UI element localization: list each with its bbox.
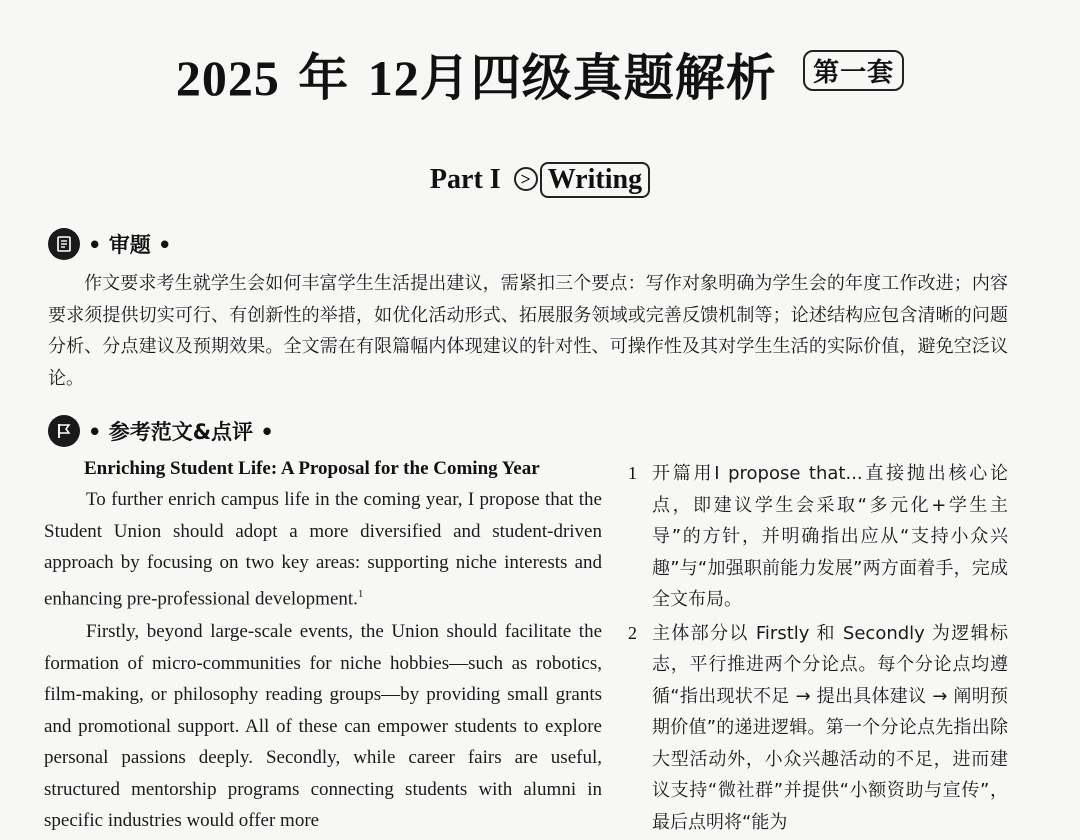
essay-paragraph-text: Firstly, beyond large-scale events, the Union should facilitate the formation of micro-communities for niche hobbies—such as robotics, film-making, or philosophy reading groups—by providing small grants and promotional support. All of these can empower students to explore personal passions deeply. Secondly, while career fairs are useful, structured mentorship programs connecting students with alumni in specific industries would offer more bbox=[44, 621, 602, 832]
title-month: 12 bbox=[367, 49, 420, 106]
footnote-marker: 1 bbox=[357, 587, 364, 600]
essay-paragraph bbox=[44, 616, 602, 837]
comment-item bbox=[628, 618, 1008, 839]
document-icon bbox=[48, 228, 80, 260]
page-title bbox=[0, 38, 1080, 110]
comment-number: 2 bbox=[628, 622, 637, 643]
sample-heading-label: • 参考范文&点评 • bbox=[88, 420, 274, 444]
commentary bbox=[628, 458, 1008, 840]
comment-item bbox=[628, 458, 1008, 616]
flag-icon bbox=[48, 415, 80, 447]
set-badge: 第一套 bbox=[803, 50, 904, 91]
title-year: 2025 bbox=[175, 49, 280, 106]
essay-paragraph-text: To further enrich campus life in the coming year, I propose that the Student Union should adopt a more diversified and student-driven approach by focusing on two key areas: supporting niche interests and enhancing pre-professional development. bbox=[44, 489, 602, 609]
review-heading-label: • 审题 • bbox=[88, 233, 172, 257]
essay-title: Enriching Student Life: A Proposal for the Coming Year bbox=[84, 458, 540, 479]
sample-essay bbox=[44, 458, 602, 839]
part-name: Writing bbox=[540, 162, 650, 198]
part-label: Part I bbox=[429, 164, 501, 195]
title-tail: 月四级真题解析 bbox=[419, 48, 777, 107]
review-body: 作文要求考生就学生会如何丰富学生生活提出建议，需紧扣三个要点：写作对象明确为学生会的年度工作改进；内容要求须提供切实可行、有创新性的举措，如优化活动形式、拓展服务领域或完善反馈机制等；论述结构应包含清晰的问题分析、分点建议及预期效果。全文需在有限篇幅内体现建议的针对性、可操作性及其对学生生活的实际价值，避免空泛议论。 bbox=[48, 273, 1008, 389]
title-year-char: 年 bbox=[298, 48, 350, 107]
comment-text: 主体部分以 Firstly 和 Secondly 为逻辑标志，平行推进两个分论点。每个分论点均遵循“指出现状不足 → 提出具体建议 → 阐明预期价值”的递进逻辑。第一个分论点先指出除大型活动外，小众兴趣活动的不足，进而建议支持“微社群”并提供“小额资助与宣传”，最后点明将“能为 bbox=[652, 622, 1008, 833]
essay-paragraph bbox=[44, 484, 602, 614]
chevron-right-icon: > bbox=[514, 167, 538, 191]
review-heading bbox=[48, 228, 171, 260]
sample-heading bbox=[48, 415, 274, 447]
comment-text: 开篇用I propose that...直接抛出核心论点，即建议学生会采取“多元化+学生主导”的方针，并明确指出应从“支持小众兴趣”与“加强职前能力发展”两方面着手，完成全文布局。 bbox=[652, 463, 1008, 610]
part-heading bbox=[0, 162, 1080, 198]
comment-number: 1 bbox=[628, 463, 637, 483]
